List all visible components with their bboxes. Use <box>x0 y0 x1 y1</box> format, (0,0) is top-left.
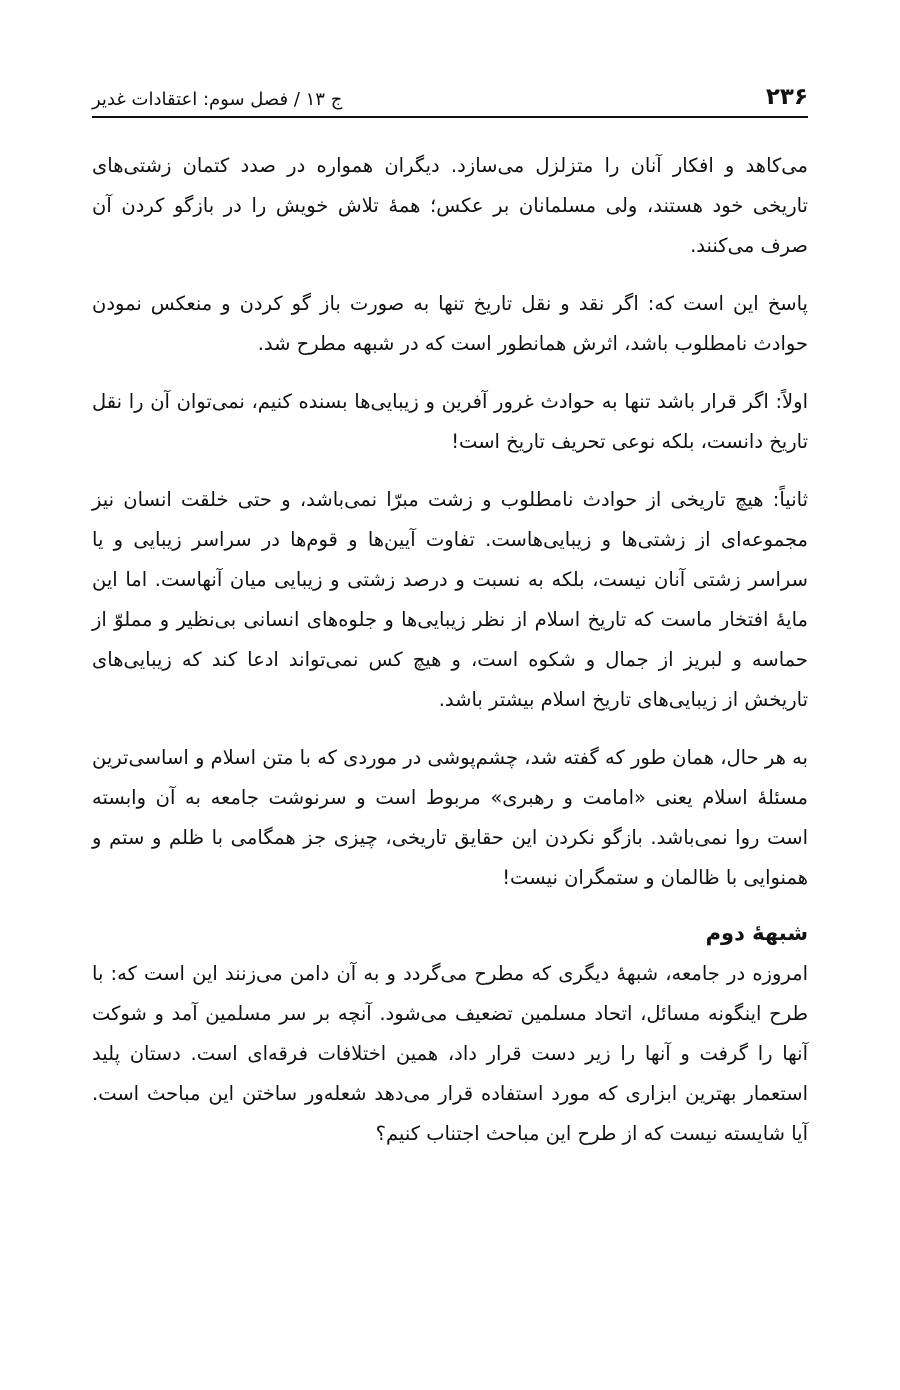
paragraph-1: می‌کاهد و افکار آنان را متزلزل می‌سازد. دیگران همواره در صدد کتمان زشتی‌های تاریخی خود هستند، ولی مسلمانان بر عکس؛ همهٔ تلاش خویش را در بازگو کردن آن صرف می‌کنند. <box>92 154 808 257</box>
running-header <box>92 70 808 118</box>
page-body <box>92 146 808 1154</box>
chapter-title: ج ۱۳ / فصل سوم: اعتقادات غدیر <box>92 89 343 110</box>
paragraph-4: ثانیاً: هیچ تاریخی از حوادث نامطلوب و زشت مبرّا نمی‌باشد، و حتی خلقت انسان نیز مجموعه‌ای از زشتی‌ها و زیبایی‌هاست. تفاوت آیین‌ها و قوم‌ها در سراسر زیبایی و یا سراسر زشتی آنان نیست، بلکه به نسبت و درصد زشتی و زیبایی میان آنهاست. اما این مایهٔ افتخار ماست که تاریخ اسلام از نظر زیبایی‌ها و جلوه‌های انسانی بی‌نظیر و مملوّ از حماسه و لبریز از جمال و شکوه است، و هیچ کس نمی‌تواند ادعا کند که زیبایی‌های تاریخش از زیبایی‌های تاریخ اسلام بیشتر باشد. <box>92 488 808 711</box>
paragraph-5: به هر حال، همان طور که گفته شد، چشم‌پوشی در موردی که با متن اسلام و اساسی‌ترین مسئلهٔ اسلام یعنی «امامت و رهبری» مربوط است و سرنوشت جامعه به آن وابسته است روا نمی‌باشد. بازگو نکردن این حقایق تاریخی، چیزی جز همگامی با ظلم و ستم و همنوایی با ظالمان و ستمگران نیست! <box>92 746 808 889</box>
book-page <box>92 70 808 1160</box>
page-number: ۲۳۶ <box>765 84 808 110</box>
paragraph-2: پاسخ این است که: اگر نقد و نقل تاریخ تنها به صورت باز گو کردن و منعکس نمودن حوادث نامطلوب باشد، اثرش همانطور است که در شبهه مطرح شد. <box>92 292 808 355</box>
section-heading: شبههٔ دوم <box>705 921 808 945</box>
section-paragraph: امروزه در جامعه، شبههٔ دیگری که مطرح می‌گردد و به آن دامن می‌زنند این است که: با طرح اینگونه مسائل، اتحاد مسلمین تضعیف می‌شود. آنچه بر سر مسلمین آمد و شوکت آنها را گرفت و آنها را زیر دست قرار داد، همین اختلافات فرقه‌ای است. دستان پلید استعمار بهترین ابزاری که مورد استفاده قرار می‌دهد شعله‌ور ساختن این مباحث است. آیا شایسته نیست که از طرح این مباحث اجتناب کنیم؟ <box>92 962 808 1145</box>
paragraph-3: اولاً: اگر قرار باشد تنها به حوادث غرور آفرین و زیبایی‌ها بسنده کنیم، نمی‌توان آن را نقل تاریخ دانست، بلکه نوعی تحریف تاریخ است! <box>92 390 808 453</box>
